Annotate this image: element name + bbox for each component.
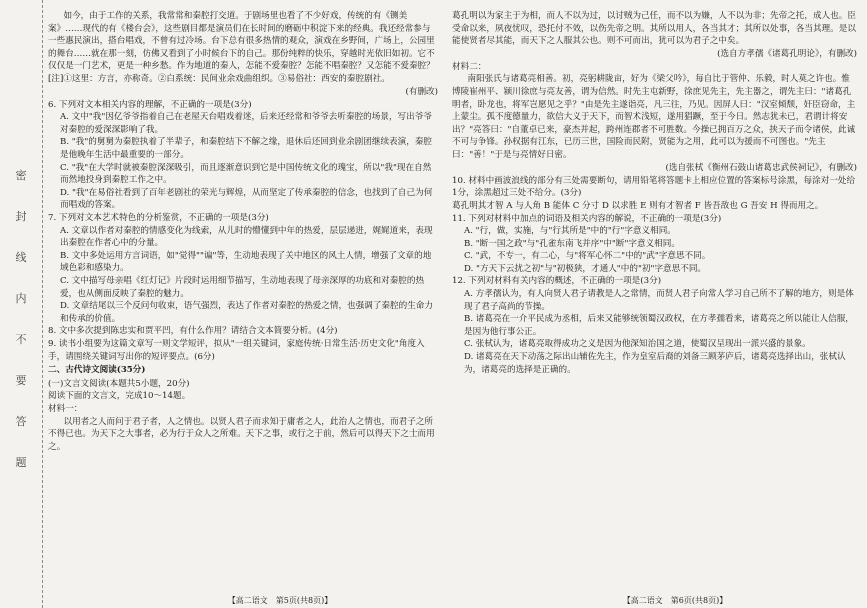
text-q: 7. 下列对文本艺术特色的分析鉴赏，不正确的一项是(3分) [48,213,269,223]
text-opt: A. 文中"我"因亿爷爷指着自己在老屋天台唱戏着迷，后来还经常和爷爷去听秦腔的场景，写出爷爷对秦腔的爱深深影响了我。 [60,112,432,135]
text-opt: C. 张栻认为，诸葛亮取得成功之义是因为他深知治国之道，使蜀汉呈现出一派兴盛的景象。 [464,339,811,350]
text-right: (选自方孝孺《诸葛孔明论》，有删改) [717,49,857,60]
text-opt: D. "我"在易俗社看到了百年老剧社的荣光与辉煌，从而坚定了传承秦腔的信念，也找到了自己为何而唱戏的答案。 [60,187,433,211]
text-p: 葛孔明以为家主于为相，而人不以为过，以讨贼为己任，而不以为嫌，人不以为非；先帝之托，成人也。臣受命以来，夙夜忧叹，恐托付不效，以伤先帝之明。其所以用人，各当其才；其所以处事，各当其理。是以能使贤者尽其能，而天下之人服其公也。则不可而出，犹可以为君子之中矣。 [452,11,856,47]
text-opt: B. "我"的舅舅为秦腔执着了半辈子，和秦腔结下不解之缘，退休后还回到业余剧团继续表演，秦腔是他晚年生活中最重要的一部分。 [60,137,433,161]
text-p: 如今，由于工作的关系，我常常和秦腔打交道。于剧场里也看了不少好戏，传统的有《铡美案》……现代的有《楼台会》，这些剧目都是演员们在长时间的磨砺中积淀下来的经典。我还经常参与一些惠民演出，搭台唱戏，不曾有过冷场。台下总有很多热情的观众，演戏在乡野间，广场上，公园里的舞台……就在那一刻，仿佛又看到了小时候台下的自己。那份纯粹的快乐，穿越时光依旧如初。它不仅仅是一门艺术，更是一种乡愁。作为地道的秦人，怎能不爱秦腔？怎能不唱秦腔？又怎能不爱秦腔？ [48,11,435,72]
text-right: (选自张栻《衡州石鼓山诸葛忠武侯祠记》，有删改) [665,163,857,174]
left-column [48,10,438,454]
text-p: 南阳张氏与诸葛亮相善。初，亮躬耕陇亩，好为《梁父吟》，每自比于管仲、乐毅，时人莫之许也。惟博陵崔州平、颍川徐庶与亮友善，谓为信然。时先主屯新野，徐庶见先主，先主器之，谓先主曰："诸葛孔明者，卧龙也，将军岂愿见之乎？"由是先主遂诣亮，凡三往，乃见。因屏人曰："汉室倾颓，奸臣窃命，主上蒙尘。孤不度德量力，欲信大义于天下，而智术浅短，遂用猖蹶，至于今日。然志犹未已，君谓计将安出？"亮答曰："自董卓已来，豪杰并起，跨州连郡者不可胜数。今操已拥百万之众，挟天子而令诸侯，此诚不可与争锋。孙权据有江东，已历三世，国险而民附，贤能为之用，此可以为援而不可图也。"先主曰："善！"于是与亮情好日密。 [452,74,856,161]
binding-char: 答 [15,415,27,428]
binding-char: 不 [15,333,27,346]
text-opt: A. 方孝孺认为，有人向贤人君子请教是人之常情，而贤人君子向常人学习自己所不了解的地方，则是体现了君子高尚的节操。 [464,289,854,312]
text-opt: A. "行，做，实施，与"行其所是"中的"行"字意义相同。 [464,226,676,237]
binding-char: 密 [15,169,27,182]
text-opt: B. 诸葛亮在一介平民成为丞相，后来又能够统领蜀汉政权，在方孝孺看来，诸葛亮之所以能让人信服，是因为他行事公正。 [464,314,854,337]
text-opt: D. "方天下云扰之初"与"初极狭，才通人"中的"初"字意思不同。 [464,263,707,274]
text-q: 8. 文中多次提到陈忠实和贾平凹，有什么作用？请结合文本简要分析。(4分) [48,326,338,337]
footer-right: 【高二语文 第6页(共8页)】 [622,596,728,605]
text-note: [注]①这里：方言，亦称奇。②白系统：民间业余戏曲组织。③易俗社：西安的秦腔剧社。 [48,74,390,85]
right-column [452,10,857,376]
binding-char: 题 [15,456,27,469]
binding-char: 要 [15,374,27,387]
binding-text [14,170,28,468]
text-opt: C. "武，不专一，有二心，与"将军心怀二"中的"武"字意思不同。 [464,251,711,262]
text-q: 材料二： [452,61,487,72]
footer-left: 【高二语文 第5页(共8页)】 [227,596,333,605]
text-q: 12. 下列对材料有关内容的概述，不正确的一项是(3分) [452,276,662,287]
binding-char: 线 [15,251,27,264]
text-right: (有删改) [405,87,438,98]
binding-char: 内 [15,292,27,305]
text-opt: B. "断一国之政"与"孔雀东南飞并序"中"断"字意义相同。 [464,238,680,249]
text-q: 9. 读书小组要为这篇文章写一则文学短评，拟从"一组关键词，家庭传统·日常生活·历史文化"角度入手，请围绕关键词写出你的短评要点。(6分) [48,338,425,362]
binding-char: 封 [15,210,27,223]
text-q: 10. 材料中画波浪线的部分有三处需要断句，请用铅笔将答题卡上相应位置的答案标号涂黑，每涂对一处给1分，涂黑超过三处不给分。(3分) [452,175,856,199]
text-q: 材料一： [48,403,83,414]
text-opt: D. 诸葛亮在天下动荡之际出山辅佐先主，作为皇室后裔的刘备三顾茅庐后，诸葛亮选择出山，张栻认为，诸葛亮的选择是正确的。 [464,352,846,375]
text-q: 6. 下列对文本相关内容的理解，不正确的一项是(3分) [48,99,252,110]
text-q: 阅读下面的文言文，完成10～14题。 [48,391,191,402]
text-opt: A. 文章以作者对秦腔的情感变化为线索，从儿时的懵懂到中年的热爱，层层递进，娓娓道来，表现出秦腔在作者心中的分量。 [60,225,433,249]
text-opt: D. 文章结尾以三个反问句收束，语气强烈，表达了作者对秦腔的热爱之情，也强调了秦腔的生命力和传承的价值。 [60,301,433,324]
text-opt: B. 文中多处运用方言词语，如"觉得""谝"等，生动地表现了关中地区的风土人情，增强了文章的地域色彩和感染力。 [60,250,432,274]
text-opt: C. "我"在大学时就被秦腔深深吸引，而且逐渐意识到它是中国传统文化的瑰宝，所以"我"现在自然而然地投身到秦腔工作之中。 [60,162,432,186]
text-p: 以用者之人而问于君子者，人之情也。以贤人君子而求知于庸者之人，此治人之情也，而君子之所不得已也。为天下之大事者，必为行于众人之所难。天下之事，或行之于前，然后可以得天下之士而用之。 [48,416,435,452]
text-seg: 葛孔明其才智 A 与人角 B 能体 C 分寸 D 以求胜 E 则有才智者 F 皆吾敌也 G 吾安 H 得而用之。 [452,200,824,211]
text-title: 二、古代诗文阅读(35分) [48,365,146,376]
text-opt: C. 文中描写母亲唱《红灯记》片段时运用细节描写，生动地表现了母亲深厚的功底和对秦腔的热爱，也从侧面反映了秦腔的魅力。 [60,275,425,299]
text-q: 11. 下列对材料中加点的词语及相关内容的解说，不正确的一项是(3分) [452,213,722,224]
text-q: (一)文言文阅读(本题共5小题，20分) [48,378,190,389]
binding-strip [0,0,43,608]
